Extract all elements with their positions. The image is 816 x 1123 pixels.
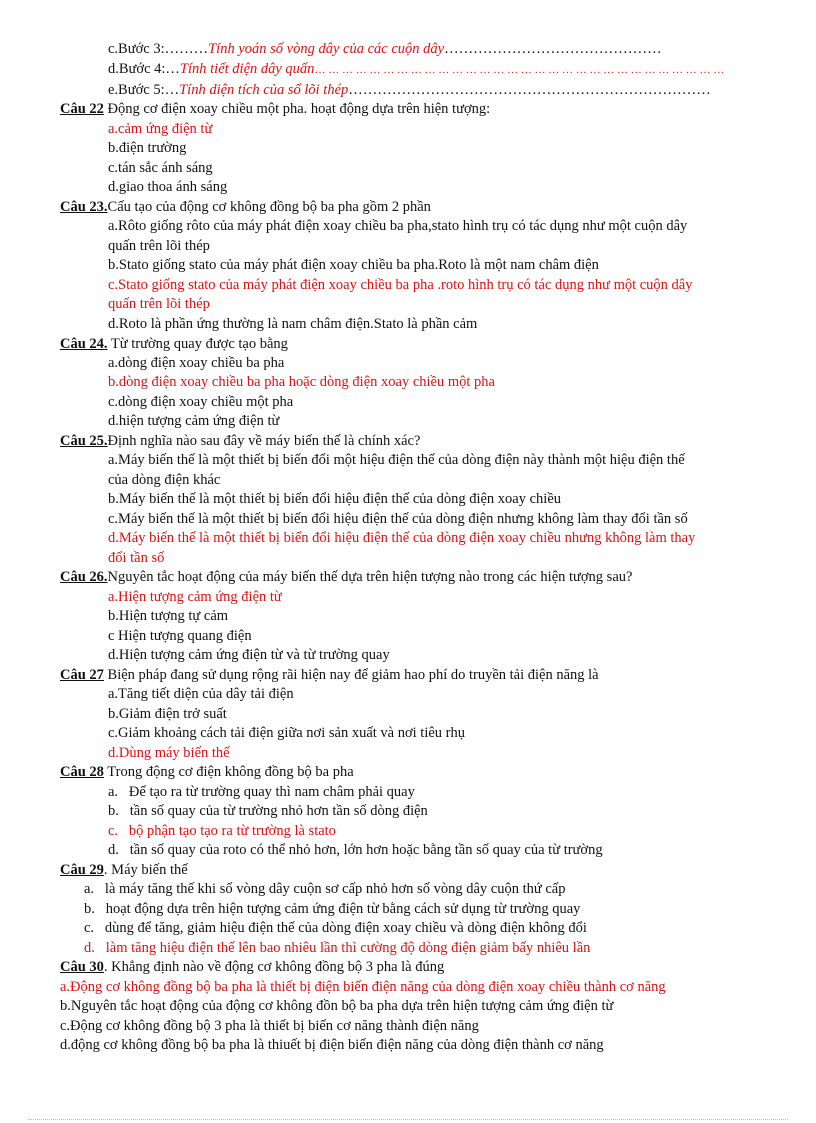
step-5-suffix: ………………………………………………………………… [348, 82, 711, 98]
q24-option-b: b.dòng điện xoay chiều ba pha hoặc dòng điện xoay chiều một pha [108, 374, 495, 390]
question-number: Câu 27 [60, 667, 104, 683]
q26-option-d: d.Hiện tượng cảm ứng điện từ và từ trường quay [108, 647, 390, 663]
question-text: . Máy biến thế [103, 862, 188, 878]
q25-option-d-cont: đổi tần số [108, 550, 165, 566]
q26-option-b: b.Hiện tượng tự cảm [108, 608, 229, 624]
q25-option-a-cont: của dòng điện khác [108, 472, 221, 488]
q29-option-d: d. làm tăng hiệu điện thế lên bao nhiêu lần thì cường độ dòng điện giảm bấy nhiêu lần [84, 940, 591, 956]
question-29 [60, 861, 188, 881]
step-3-prefix: c.Bước 3:……… [108, 41, 209, 57]
step-5 [108, 81, 711, 101]
question-text: Trong động cơ điện không đồng bộ ba pha [103, 764, 354, 780]
step-3-text: Tính yoán số vòng dây của các cuộn dây [208, 41, 445, 57]
question-number: Câu 23. [60, 199, 108, 215]
question-text: Từ trường quay được tạo bằng [107, 336, 288, 352]
question-text: Động cơ điện xoay chiều một pha. hoạt động dựa trên hiện tượng: [103, 101, 491, 117]
q25-option-b: b.Máy biến thế là một thiết bị biến đổi hiệu điện thế của dòng điện xoay chiều [108, 491, 562, 507]
question-22 [60, 100, 490, 120]
q22-option-b: b.điện trường [108, 140, 187, 156]
question-number: Câu 26. [60, 569, 108, 585]
question-27 [60, 666, 599, 686]
question-25 [60, 432, 420, 452]
question-number: Câu 25. [60, 433, 108, 449]
q27-option-b: b.Giảm điện trở suất [108, 706, 227, 722]
q28-option-d: d. tần số quay của roto có thể nhỏ hơn, lớn hơn hoặc bằng tần số quay của từ trường [108, 842, 603, 858]
q27-option-a: a.Tăng tiết diện của dây tải điện [108, 686, 294, 702]
question-24 [60, 335, 288, 355]
question-26 [60, 568, 632, 588]
q27-option-d: d.Dùng máy biến thế [108, 745, 230, 761]
q30-option-b: b.Nguyên tắc hoạt động của động cơ không đồn bộ ba pha dựa trên hiện tượng cảm ứng điện từ [60, 998, 614, 1014]
question-text: Định nghĩa nào sau đây về máy biến thế là chính xác? [107, 433, 421, 449]
q23-option-b: b.Stato giống stato của máy phát điện xoay chiều ba pha.Roto là một nam châm điện [108, 257, 599, 273]
q23-option-c: c.Stato giống stato của máy phát điện xoay chiều ba pha .roto hình trụ có tác dụng như một cuộn dây [108, 277, 693, 293]
question-number: Câu 30 [60, 959, 104, 975]
q29-option-b: b. hoạt động dựa trên hiện tượng cảm ứng điện từ bằng cách sử dụng từ trường quay [84, 901, 581, 917]
q26-option-a: a.Hiện tượng cảm ứng điện từ [108, 589, 282, 605]
q22-option-d: d.giao thoa ánh sáng [108, 179, 228, 195]
q23-option-a-cont: quấn trên lõi thép [108, 238, 210, 254]
question-text: . Khẳng định nào về động cơ không đồng bộ 3 pha là đúng [103, 959, 445, 975]
question-number: Câu 29 [60, 862, 104, 878]
question-28 [60, 763, 354, 783]
q23-option-d: d.Roto là phần ứng thường là nam châm điện.Stato là phần cảm [108, 316, 478, 332]
q22-option-a: a.cảm ứng điện từ [108, 121, 213, 137]
step-5-prefix: e.Bước 5:… [108, 82, 180, 98]
question-30 [60, 958, 444, 978]
question-text: Nguyên tắc hoạt động của máy biến thế dựa trên hiện tượng nào trong các hiện tượng sau? [107, 569, 633, 585]
q29-option-a: a. là máy tăng thế khi số vòng dây cuộn sơ cấp nhỏ hơn số vòng dây cuộn thứ cấp [84, 881, 566, 897]
question-text: Biện pháp đang sử dụng rộng rãi hiện nay để giảm hao phí do truyền tải điện năng là [103, 667, 599, 683]
step-4-prefix: d.Bước 4:… [108, 61, 180, 77]
page-bottom-rule [28, 1119, 788, 1120]
step-5-text: Tính diện tích của sổ lõi thép [179, 82, 349, 98]
q24-option-c: c.dòng điện xoay chiều một pha [108, 394, 294, 410]
q25-option-c: c.Máy biến thế là một thiết bị biến đổi hiệu điện thế của dòng điện nhưng không làm thay đổi tần số [108, 511, 688, 527]
question-number: Câu 24. [60, 336, 108, 352]
step-3-suffix: ……………………………………… [444, 41, 662, 57]
question-text: Cấu tạo của động cơ không đồng bộ ba pha gồm 2 phần [107, 199, 431, 215]
q30-option-d: d.động cơ không đồng bộ ba pha là thiuết bị điện biến điện năng của dòng điện thành cơ năng [60, 1037, 604, 1053]
step-3 [108, 40, 662, 60]
q28-option-c: c. bộ phận tạo tạo ra từ trường là stato [108, 823, 336, 839]
q25-option-a: a.Máy biến thế là một thiết bị biến đổi một hiệu điện thế của dòng điện này thành một hiệu điện thế [108, 452, 685, 468]
q28-option-b: b. tần số quay của từ trường nhỏ hơn tần số dòng điện [108, 803, 428, 819]
question-23 [60, 198, 431, 218]
q25-option-d: d.Máy biến thế là một thiết bị biến đổi hiệu điện thế của dòng điện xoay chiều nhưng không làm thay [108, 530, 696, 546]
step-4-suffix: … … … … … … … … … … … … … … … … … … … … … … … … … … … … … … [314, 64, 725, 76]
q23-option-a: a.Rôto giống rôto của máy phát điện xoay chiều ba pha,stato hình trụ có tác dụng như một cuộn dây [108, 218, 688, 234]
q23-option-c-cont: quấn trên lõi thép [108, 296, 210, 312]
step-4 [108, 60, 724, 81]
q30-option-a: a.Động cơ không đồng bộ ba pha là thiết bị điện biến điện năng của dòng điện xoay chiều thành cơ năng [60, 979, 666, 995]
q24-option-a: a.dòng điện xoay chiều ba pha [108, 355, 285, 371]
q24-option-d: d.hiện tượng cảm ứng điện từ [108, 413, 280, 429]
q28-option-a: a. Để tạo ra từ trường quay thì nam châm phải quay [108, 784, 415, 800]
q26-option-c: c Hiện tượng quang điện [108, 628, 252, 644]
q27-option-c: c.Giảm khoảng cách tải điện giữa nơi sản xuất và nơi tiêu rhụ [108, 725, 465, 741]
q22-option-c: c.tán sắc ánh sáng [108, 160, 213, 176]
q29-option-c: c. dùng để tăng, giảm hiệu điện thế của dòng điện xoay chiều và dòng điện không đổi [84, 920, 587, 936]
question-number: Câu 28 [60, 764, 104, 780]
question-number: Câu 22 [60, 101, 104, 117]
q30-option-c: c.Động cơ không đồng bộ 3 pha là thiết bị biến cơ năng thành điện năng [60, 1018, 479, 1034]
step-4-text: Tính tiết diện dây quấn [179, 61, 315, 77]
